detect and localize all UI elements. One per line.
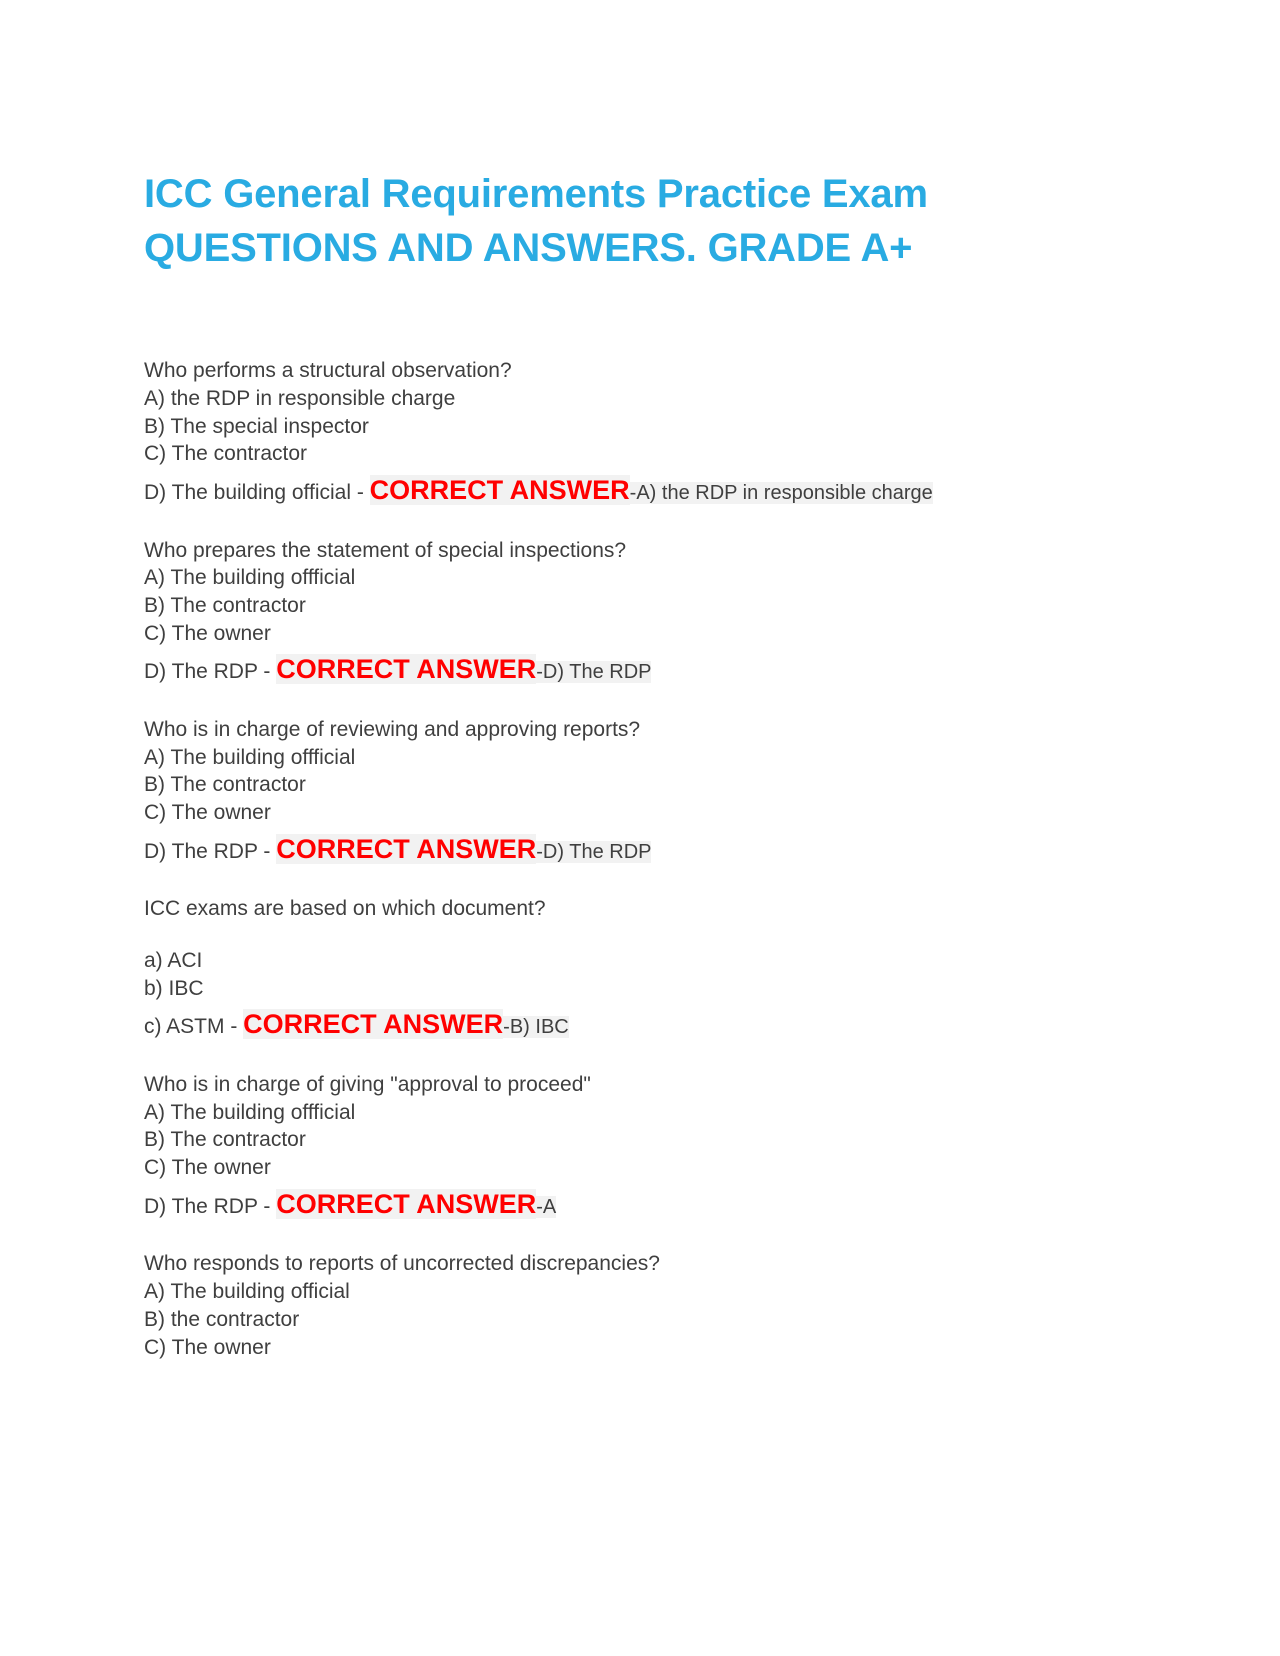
correct-answer-label: CORRECT ANSWER xyxy=(276,1188,537,1219)
qa-item xyxy=(144,357,1144,510)
question-text: Who is in charge of reviewing and approving reports? xyxy=(144,717,641,741)
correct-answer-value: -D) The RDP xyxy=(536,840,652,863)
question-text: Who is in charge of giving "approval to proceed" xyxy=(144,1072,591,1096)
answer-option: a) ACI xyxy=(144,949,203,973)
answer-option: C) The owner xyxy=(144,1156,271,1180)
question-text: Who prepares the statement of special inspections? xyxy=(144,538,627,562)
answer-option: C) The contractor xyxy=(144,442,308,466)
answer-option: B) the contractor xyxy=(144,1307,300,1331)
blank-line xyxy=(144,923,1144,947)
correct-answer-value: -A xyxy=(536,1195,557,1218)
qa-gap xyxy=(144,511,1144,537)
qa-list xyxy=(144,357,1144,1361)
qa-gap xyxy=(144,1224,1144,1250)
answer-option: B) The contractor xyxy=(144,773,306,797)
answer-option: B) The contractor xyxy=(144,594,306,617)
title-spacer xyxy=(144,275,1144,357)
qa-item xyxy=(144,1071,1144,1224)
answer-option: A) The building offficial xyxy=(144,745,356,769)
answer-option: B) The special inspector xyxy=(144,414,369,438)
correct-answer-line xyxy=(144,1004,1144,1045)
qa-gap xyxy=(144,1045,1144,1071)
answer-option: C) The owner xyxy=(144,1335,271,1359)
answer-option: A) The building official xyxy=(144,1280,350,1304)
answer-option-lead: D) The RDP - xyxy=(144,1194,277,1218)
answer-option-lead: D) The RDP - xyxy=(144,839,277,863)
answer-option: A) The building offficial xyxy=(144,566,356,590)
correct-answer-label: CORRECT ANSWER xyxy=(369,475,630,506)
correct-answer-line xyxy=(144,829,1144,870)
question-text: ICC exams are based on which document? xyxy=(144,897,546,921)
correct-answer-label: CORRECT ANSWER xyxy=(276,833,537,864)
correct-answer-value: -D) The RDP xyxy=(536,661,652,684)
page-title: ICC General Requirements Practice Exam QUESTIONS AND ANSWERS. GRADE A+ xyxy=(144,172,928,270)
answer-option: B) The contractor xyxy=(144,1128,306,1152)
qa-gap xyxy=(144,690,1144,716)
answer-option: C) The owner xyxy=(144,621,271,645)
qa-item xyxy=(144,537,1144,690)
answer-option: A) The building offficial xyxy=(144,1100,356,1124)
correct-answer-value: -B) IBC xyxy=(503,1016,569,1039)
answer-option: C) The owner xyxy=(144,801,271,825)
qa-gap xyxy=(144,869,1144,895)
question-text: Who responds to reports of uncorrected discrepancies? xyxy=(144,1252,660,1276)
answer-option: A) the RDP in responsible charge xyxy=(144,386,456,410)
correct-answer-line xyxy=(144,470,1144,511)
qa-item xyxy=(144,895,1144,1045)
answer-option-lead: D) The building official - xyxy=(144,481,370,505)
correct-answer-line xyxy=(144,649,1144,690)
correct-answer-value: -A) the RDP in responsible charge xyxy=(629,482,933,505)
answer-option-lead: c) ASTM - xyxy=(144,1015,244,1039)
answer-option-lead: D) The RDP - xyxy=(144,660,277,684)
answer-option: b) IBC xyxy=(144,976,204,1000)
qa-item xyxy=(144,1250,1144,1361)
question-text: Who performs a structural observation? xyxy=(144,359,512,383)
correct-answer-line xyxy=(144,1184,1144,1225)
correct-answer-label: CORRECT ANSWER xyxy=(243,1009,504,1040)
qa-item xyxy=(144,716,1144,869)
correct-answer-label: CORRECT ANSWER xyxy=(276,654,537,685)
